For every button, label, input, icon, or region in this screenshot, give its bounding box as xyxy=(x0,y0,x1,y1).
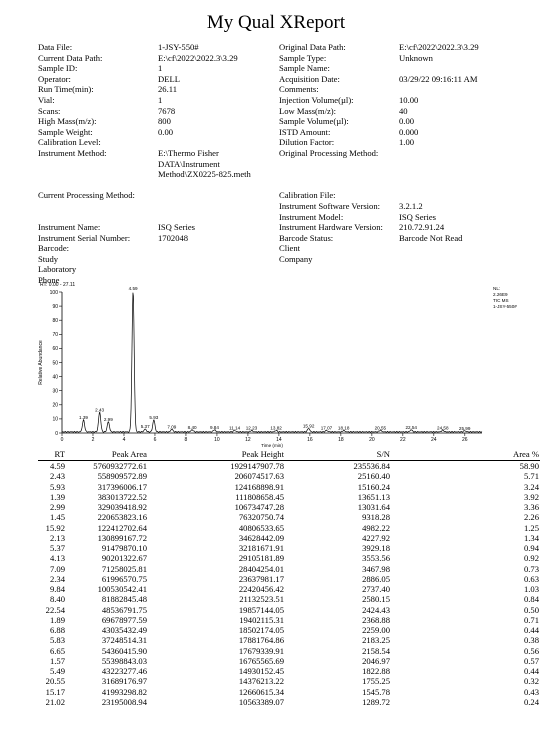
left-value-0: 1-JSY-550# xyxy=(158,42,199,52)
table-cell: 13031.64 xyxy=(357,502,390,512)
table-cell: 0.43 xyxy=(523,686,539,697)
table-cell: 2259.00 xyxy=(362,625,390,635)
right-value-4 xyxy=(399,84,479,95)
table-cell: 2158.54 xyxy=(362,645,390,656)
x-tick-label: 14 xyxy=(276,437,282,443)
table-row xyxy=(38,461,540,472)
chart-info-line: 1-JSY-550# xyxy=(493,304,517,309)
header-left-labels xyxy=(38,42,135,286)
table-cell: 1545.78 xyxy=(362,686,390,697)
right-label-3: Acquisition Date: xyxy=(279,73,340,84)
table-cell: 14930152.45 xyxy=(238,666,284,676)
table-cell: 0.73 xyxy=(523,563,539,574)
table-cell: 37248514.31 xyxy=(101,635,147,646)
col-peak-height: Peak Height xyxy=(148,449,285,461)
left-value-1: E:\cf\2022\2022.3\3.29 xyxy=(158,52,238,63)
table-cell: 122412702.64 xyxy=(97,522,147,533)
table-cell: 2.99 xyxy=(49,502,65,512)
y-tick-label: 90 xyxy=(52,303,58,310)
table-cell: 2737.40 xyxy=(362,584,390,594)
peak-label: 15.92 xyxy=(302,423,315,429)
col-area-pct: Area % xyxy=(391,449,540,461)
table-cell: 22.54 xyxy=(45,604,65,615)
right-label-19: Client xyxy=(279,243,301,254)
table-cell: 19402115.31 xyxy=(239,614,284,625)
table-cell: 17881764.86 xyxy=(238,635,284,646)
left-value-7: 800 xyxy=(158,116,171,127)
table-cell: 0.24 xyxy=(523,696,539,707)
y-tick-label: 80 xyxy=(52,318,58,324)
table-cell: 4227.92 xyxy=(362,532,390,543)
left-value-9 xyxy=(158,137,251,148)
left-value-16 xyxy=(158,212,251,223)
left-label-4: Run Time(min): xyxy=(38,84,94,95)
header-right-values xyxy=(399,42,479,264)
table-cell: 0.94 xyxy=(523,543,539,553)
table-cell: 17679339.91 xyxy=(238,645,284,656)
left-label-7: High Mass(m/z): xyxy=(38,116,97,127)
table-cell: 111808658.45 xyxy=(235,491,284,502)
table-cell: 2886.05 xyxy=(362,573,390,584)
right-label-2: Sample Name: xyxy=(279,63,330,74)
table-cell: 54360415.90 xyxy=(101,645,147,656)
left-value-11: DATA\Instrument xyxy=(158,158,220,169)
peak-label: 5.93 xyxy=(149,415,159,421)
table-cell: 100530542.41 xyxy=(97,584,147,594)
right-label-7: Sample Volume(µl): xyxy=(279,116,349,127)
right-label-9: Dilution Factor: xyxy=(279,137,335,148)
table-row xyxy=(38,482,540,492)
x-tick-label: 16 xyxy=(307,437,313,443)
y-tick-label: 100 xyxy=(49,289,58,296)
right-value-13 xyxy=(399,180,479,191)
right-label-8: ISTD Amount: xyxy=(279,126,331,137)
peak-label: 2.43 xyxy=(95,407,105,413)
table-cell: 5.93 xyxy=(49,481,65,492)
table-cell: 235536.84 xyxy=(353,461,390,471)
table-cell: 329039418.92 xyxy=(97,502,147,512)
right-value-12 xyxy=(399,169,479,180)
right-value-14 xyxy=(399,190,479,201)
left-value-21 xyxy=(158,264,251,275)
peak-label: 25.99 xyxy=(458,425,471,431)
right-label-6: Low Mass(m/z): xyxy=(279,105,337,116)
table-cell: 0.44 xyxy=(523,666,539,676)
table-row xyxy=(38,605,540,615)
table-row xyxy=(38,635,540,645)
table-row xyxy=(38,584,540,594)
left-label-9: Calibration Level: xyxy=(38,137,101,148)
peak-label: 24.58 xyxy=(437,425,449,431)
left-label-5: Vial: xyxy=(38,94,55,105)
left-value-19 xyxy=(158,243,251,254)
peak-table xyxy=(38,449,540,707)
table-cell: 1.45 xyxy=(49,512,65,523)
left-label-1: Current Data Path: xyxy=(38,52,103,63)
table-row xyxy=(38,615,540,625)
table-cell: 13651.13 xyxy=(357,491,390,502)
right-label-4: Comments: xyxy=(279,84,319,95)
table-cell: 28404254.01 xyxy=(238,563,284,574)
table-cell: 206074517.63 xyxy=(234,471,284,482)
right-value-19 xyxy=(399,243,479,254)
right-value-15: 3.2.1.2 xyxy=(399,200,423,211)
left-label-12 xyxy=(38,169,135,180)
left-label-14: Current Processing Method: xyxy=(38,190,135,201)
table-cell: 0.50 xyxy=(523,604,539,615)
table-cell: 48536791.75 xyxy=(101,604,147,615)
table-cell: 15.92 xyxy=(45,522,65,533)
table-cell: 6.65 xyxy=(49,645,65,656)
table-row xyxy=(38,625,540,635)
right-value-3: 03/29/22 09:16:11 AM xyxy=(399,73,478,84)
right-label-12 xyxy=(279,169,383,180)
table-cell: 1755.25 xyxy=(362,676,390,687)
table-cell: 1.25 xyxy=(523,522,539,533)
right-label-1: Sample Type: xyxy=(279,52,327,63)
right-value-16: ISQ Series xyxy=(399,211,436,222)
peak-label: 22.54 xyxy=(405,424,417,430)
table-cell: 9.84 xyxy=(49,584,65,594)
y-tick-label: 40 xyxy=(52,374,58,381)
table-cell: 2368.88 xyxy=(362,614,390,625)
table-cell: 0.71 xyxy=(523,614,539,625)
left-value-8: 0.00 xyxy=(158,126,174,137)
left-label-19: Barcode: xyxy=(38,243,70,254)
table-cell: 3467.98 xyxy=(362,563,390,574)
left-label-22: Phone xyxy=(38,275,60,286)
table-cell: 23195008.94 xyxy=(101,696,147,707)
table-cell: 43035432.49 xyxy=(101,625,147,635)
y-tick-label: 30 xyxy=(52,388,58,395)
table-cell: 15160.24 xyxy=(357,481,390,492)
left-value-3: DELL xyxy=(158,73,180,84)
table-cell: 5.83 xyxy=(49,635,65,646)
right-label-17: Instrument Hardware Version: xyxy=(279,222,383,233)
x-tick-label: 18 xyxy=(338,437,344,443)
table-cell: 76320750.74 xyxy=(238,512,284,523)
peak-label: 17.07 xyxy=(320,425,333,431)
table-row xyxy=(38,553,540,563)
table-cell: 21.02 xyxy=(45,696,65,707)
left-label-18: Instrument Serial Number: xyxy=(38,232,131,243)
peak-label: 9.84 xyxy=(209,424,219,430)
table-cell: 14376213.22 xyxy=(238,676,284,687)
table-cell: 69678977.59 xyxy=(101,614,147,625)
table-cell: 16765565.69 xyxy=(238,655,284,666)
peak-label: 2.99 xyxy=(103,416,113,422)
table-cell: 1929147907.78 xyxy=(230,461,284,471)
peak-label: 13.82 xyxy=(270,425,282,431)
table-cell: 19857144.05 xyxy=(238,604,284,615)
table-row xyxy=(38,697,540,707)
table-cell: 0.38 xyxy=(523,635,539,646)
table-cell: 2.34 xyxy=(49,573,65,584)
table-cell: 5760932772.61 xyxy=(93,461,147,471)
peak-label: 4.59 xyxy=(128,286,138,291)
left-label-3: Operator: xyxy=(38,73,71,84)
x-tick-label: 12 xyxy=(245,437,251,443)
right-label-10: Original Processing Method: xyxy=(279,147,379,158)
table-cell: 29105181.89 xyxy=(238,553,284,564)
left-label-0: Data File: xyxy=(38,42,73,52)
col-sn: S/N xyxy=(285,449,391,461)
chart-info-line: 2.26E9 xyxy=(493,292,508,297)
right-value-5: 10.00 xyxy=(399,94,419,105)
right-label-11 xyxy=(279,159,383,170)
x-axis-title: Time (min) xyxy=(261,443,283,448)
table-cell: 9318.28 xyxy=(362,512,390,523)
table-cell: 3.36 xyxy=(523,502,539,512)
y-tick-label: 50 xyxy=(52,360,58,367)
table-cell: 0.32 xyxy=(523,676,539,687)
x-tick-label: 22 xyxy=(400,437,406,443)
table-cell: 2046.97 xyxy=(362,655,390,666)
table-cell: 43223277.46 xyxy=(101,666,147,676)
peak-table-header xyxy=(38,449,540,461)
x-tick-label: 26 xyxy=(462,437,468,443)
table-cell: 10563389.07 xyxy=(238,696,284,707)
x-tick-label: 20 xyxy=(369,437,375,443)
table-cell: 91479870.10 xyxy=(101,543,147,553)
table-cell: 31689176.97 xyxy=(101,676,147,687)
table-cell: 317396006.17 xyxy=(97,481,147,492)
table-cell: 41993298.82 xyxy=(101,686,147,697)
left-value-2: 1 xyxy=(158,63,163,74)
right-label-16: Instrument Model: xyxy=(279,211,344,222)
left-label-21: Laboratory xyxy=(38,264,77,275)
table-row xyxy=(38,512,540,522)
right-label-14: Calibration File: xyxy=(279,190,336,201)
header-left-values xyxy=(158,42,251,286)
left-value-15 xyxy=(158,201,251,212)
right-value-8: 0.000 xyxy=(399,126,419,137)
peak-label: 20.55 xyxy=(374,425,387,431)
y-tick-label: 20 xyxy=(52,402,58,409)
right-label-5: Injection Volume(µl): xyxy=(279,94,354,105)
right-value-20 xyxy=(399,254,479,265)
left-value-18: 1702048 xyxy=(158,232,189,243)
left-label-17: Instrument Name: xyxy=(38,222,101,233)
right-value-1: Unknown xyxy=(399,52,433,63)
left-value-6: 7678 xyxy=(158,105,176,116)
table-row xyxy=(38,471,540,481)
left-label-6: Scans: xyxy=(38,105,61,116)
table-cell: 124168898.91 xyxy=(234,481,284,492)
right-label-20: Company xyxy=(279,253,313,264)
table-cell: 18502174.05 xyxy=(238,625,284,635)
left-label-20: Study xyxy=(38,253,59,264)
table-cell: 558909572.89 xyxy=(97,471,147,482)
left-value-20 xyxy=(158,254,251,265)
table-cell: 4.13 xyxy=(49,553,65,564)
left-value-14 xyxy=(158,190,251,201)
y-axis-title: Relative Abundance xyxy=(38,340,44,385)
table-cell: 0.57 xyxy=(523,655,539,666)
rt-range-label: RT: 0.00 - 27.11 xyxy=(40,282,76,288)
table-cell: 34628442.09 xyxy=(238,532,284,543)
table-cell: 6.88 xyxy=(49,625,65,635)
left-label-11 xyxy=(38,159,135,170)
table-cell: 0.92 xyxy=(523,553,539,564)
left-label-10: Instrument Method: xyxy=(38,147,107,158)
table-cell: 0.56 xyxy=(523,645,539,656)
table-cell: 383013722.52 xyxy=(97,491,147,502)
x-tick-label: 2 xyxy=(91,437,95,443)
left-label-15 xyxy=(38,201,135,212)
table-cell: 40806533.65 xyxy=(238,522,284,533)
table-row xyxy=(38,594,540,604)
table-cell: 7.09 xyxy=(49,563,65,574)
table-cell: 15.17 xyxy=(45,686,65,697)
right-value-11 xyxy=(399,159,479,170)
right-value-18: Barcode Not Read xyxy=(399,232,463,243)
table-cell: 1.57 xyxy=(49,655,65,666)
table-cell: 4.59 xyxy=(49,461,65,471)
right-value-7: 0.00 xyxy=(399,116,415,127)
table-cell: 2580.15 xyxy=(362,594,390,605)
table-cell: 3.24 xyxy=(523,481,539,492)
table-cell: 5.37 xyxy=(49,543,65,553)
table-cell: 1822.88 xyxy=(362,666,390,676)
left-label-16 xyxy=(38,212,135,223)
right-label-18: Barcode Status: xyxy=(279,232,334,243)
table-cell: 8.40 xyxy=(49,594,65,605)
table-cell: 1.89 xyxy=(49,614,65,625)
table-cell: 55398843.03 xyxy=(101,655,147,666)
table-cell: 0.63 xyxy=(523,573,539,584)
table-cell: 22420456.42 xyxy=(238,584,284,594)
y-tick-label: 10 xyxy=(52,416,58,423)
table-cell: 0.84 xyxy=(523,594,539,605)
table-cell: 61996570.75 xyxy=(101,573,147,584)
x-tick-label: 10 xyxy=(214,437,220,443)
table-cell: 130899167.72 xyxy=(97,532,147,543)
chromatogram-trace xyxy=(62,293,482,433)
right-label-15: Instrument Software Version: xyxy=(279,200,381,211)
table-cell: 3.92 xyxy=(523,491,539,502)
table-cell: 1289.72 xyxy=(362,696,390,707)
table-row xyxy=(38,646,540,656)
left-label-2: Sample ID: xyxy=(38,63,78,74)
peak-label: 7.09 xyxy=(167,424,177,430)
y-tick-label: 60 xyxy=(52,346,58,353)
table-row xyxy=(38,656,540,666)
table-row xyxy=(38,543,540,553)
table-cell: 4982.22 xyxy=(362,522,390,533)
table-cell: 2.26 xyxy=(523,512,539,523)
peak-label: 18.18 xyxy=(337,425,350,431)
peak-label: 1.39 xyxy=(79,415,89,421)
table-cell: 25160.40 xyxy=(357,471,390,482)
table-cell: 20.55 xyxy=(45,676,65,687)
table-cell: 2.13 xyxy=(49,532,65,543)
table-cell: 106734747.28 xyxy=(234,502,284,512)
report-title: My Qual XReport xyxy=(206,12,346,33)
table-cell: 58.90 xyxy=(519,461,539,471)
table-cell: 3929.18 xyxy=(362,543,390,553)
table-cell: 1.39 xyxy=(49,491,65,502)
x-tick-label: 4 xyxy=(122,437,126,443)
right-value-0: E:\cf\2022\2022.3\3.29 xyxy=(399,42,479,52)
x-tick-label: 8 xyxy=(184,437,188,443)
table-cell: 220653823.16 xyxy=(97,512,147,523)
right-value-6: 40 xyxy=(399,105,408,116)
x-tick-label: 6 xyxy=(153,437,157,443)
peak-label: 11.14 xyxy=(229,425,241,431)
table-row xyxy=(38,666,540,676)
right-label-13 xyxy=(279,180,383,191)
y-tick-label: 0 xyxy=(55,430,58,437)
table-cell: 2183.25 xyxy=(362,635,390,646)
table-cell: 81882845.48 xyxy=(101,594,147,605)
table-cell: 3553.56 xyxy=(362,553,390,564)
table-row xyxy=(38,533,540,543)
chart-info-line: NL: xyxy=(493,286,501,291)
table-row xyxy=(38,574,540,584)
peak-label: 8.40 xyxy=(187,424,197,430)
left-label-13 xyxy=(38,180,135,191)
table-row xyxy=(38,687,540,697)
left-label-8: Sample Weight: xyxy=(38,126,93,137)
col-peak-area: Peak Area xyxy=(66,449,148,461)
table-cell: 90201322.67 xyxy=(101,553,147,564)
left-value-10: E:\Thermo Fisher xyxy=(158,147,219,158)
left-value-17: ISQ Series xyxy=(158,222,195,233)
right-value-10 xyxy=(399,148,479,159)
table-cell: 23637981.17 xyxy=(238,573,284,584)
chart-info-line: TIC MS xyxy=(493,298,509,303)
table-row xyxy=(38,676,540,686)
peak-label: 5.37 xyxy=(140,424,150,430)
left-value-13 xyxy=(158,180,251,191)
right-value-9: 1.00 xyxy=(399,137,415,148)
table-row xyxy=(38,492,540,502)
table-row xyxy=(38,564,540,574)
x-tick-label: 24 xyxy=(431,437,437,443)
table-row xyxy=(38,523,540,533)
table-cell: 5.49 xyxy=(49,666,65,676)
table-cell: 2.43 xyxy=(49,471,65,482)
table-cell: 32181671.91 xyxy=(238,543,284,553)
table-cell: 71258025.81 xyxy=(101,563,147,574)
table-cell: 1.03 xyxy=(523,584,539,594)
x-tick-label: 0 xyxy=(60,437,64,443)
table-cell: 2424.43 xyxy=(362,604,390,615)
col-rt: RT xyxy=(38,449,66,461)
right-value-2 xyxy=(399,63,479,74)
left-value-4: 26.11 xyxy=(158,84,178,95)
right-label-0: Original Data Path: xyxy=(279,42,346,52)
header-right-labels xyxy=(279,42,383,264)
table-row xyxy=(38,502,540,512)
table-cell: 21132523.51 xyxy=(239,594,284,605)
table-cell: 5.71 xyxy=(523,471,539,482)
peak-label: 12.23 xyxy=(245,425,258,431)
right-value-17: 210.72.91.24 xyxy=(399,222,445,233)
left-value-5: 1 xyxy=(158,94,163,105)
chromatogram-chart xyxy=(0,280,552,450)
y-tick-label: 70 xyxy=(52,332,58,339)
left-value-12: Method\ZX0225-825.meth xyxy=(158,169,251,180)
table-cell: 0.44 xyxy=(523,625,539,635)
table-cell: 1.34 xyxy=(523,532,539,543)
table-cell: 12660615.34 xyxy=(238,686,284,697)
